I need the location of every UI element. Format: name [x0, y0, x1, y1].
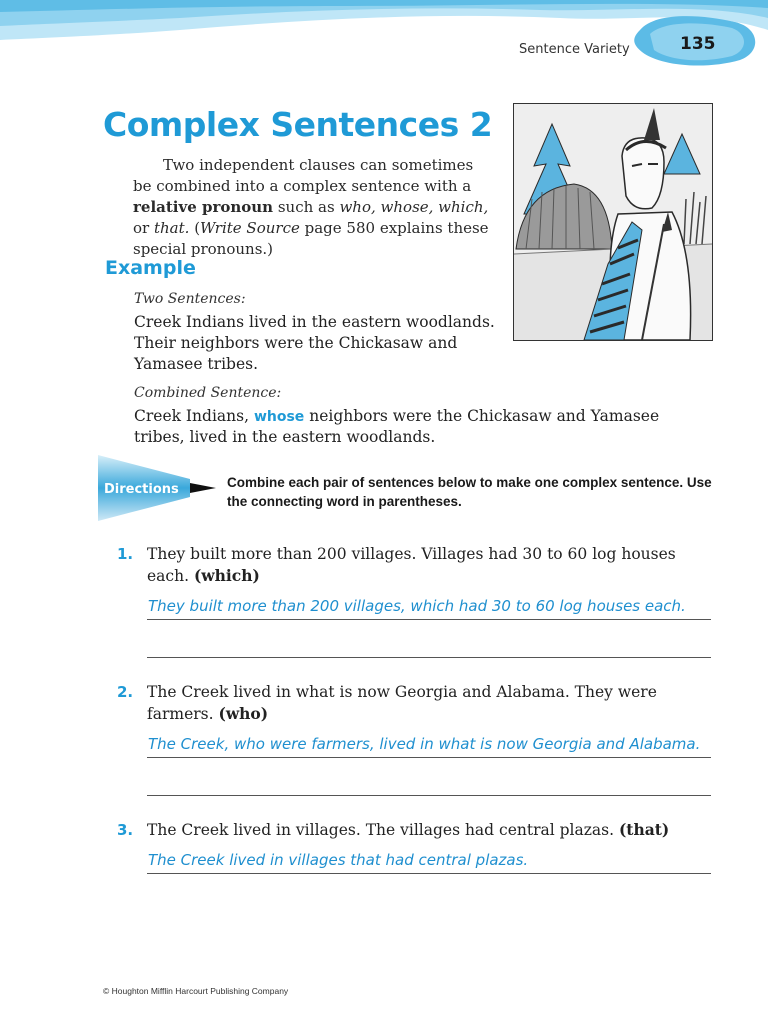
copyright-footer: © Houghton Mifflin Harcourt Publishing Company: [103, 986, 289, 996]
question-text: farmers.: [147, 705, 219, 723]
combined-sentence-label: Combined Sentence:: [134, 385, 282, 401]
page-number: 135: [680, 34, 716, 54]
two-sentences-label: Two Sentences:: [134, 291, 246, 307]
question-3-line-1: [147, 819, 669, 841]
answer-line: [147, 657, 711, 658]
question-2-line-1: The Creek lived in what is now Georgia and Alabama. They were: [147, 683, 657, 701]
intro-text: (: [189, 219, 201, 237]
answer-2: The Creek, who were farmers, lived in what is now Georgia and Alabama.: [148, 735, 701, 753]
question-text: each.: [147, 567, 194, 585]
answer-3: The Creek lived in villages that had central plazas.: [148, 851, 529, 869]
two-sentences-line-3: Yamasee tribes.: [134, 355, 259, 373]
answer-line: [147, 795, 711, 796]
intro-bold-term: relative pronoun: [133, 198, 274, 216]
connecting-word: (who): [218, 704, 269, 723]
question-number: 2.: [117, 683, 134, 701]
combined-text: neighbors were the Chickasaw and Yamasee: [304, 407, 660, 425]
question-2-line-2: [147, 703, 268, 725]
answer-line: [147, 873, 711, 874]
page-title: Complex Sentences 2: [103, 105, 493, 144]
combined-relative-pronoun: whose: [253, 409, 305, 425]
intro-text: such as: [273, 198, 340, 216]
two-sentences-line-2: Their neighbors were the Chickasaw and: [134, 334, 458, 352]
answer-1: They built more than 200 villages, which had 30 to 60 log houses each.: [148, 597, 686, 615]
top-wave-decoration: [0, 0, 768, 70]
connecting-word: (which): [193, 566, 260, 585]
intro-text: page 580 explains these special pronouns.): [133, 219, 489, 258]
combined-sentence-line-1: [134, 406, 659, 428]
section-name: Sentence Variety: [519, 42, 630, 57]
question-text: The Creek lived in villages. The villages had central plazas.: [147, 821, 619, 839]
directions-label: Directions: [104, 482, 179, 497]
question-1-line-1: They built more than 200 villages. Villages had 30 to 60 log houses: [147, 545, 676, 563]
intro-text: or: [133, 219, 154, 237]
intro-paragraph: [133, 155, 495, 260]
connecting-word: (that): [618, 820, 670, 839]
combined-sentence-line-2: tribes, lived in the eastern woodlands.: [134, 428, 436, 446]
question-number: 1.: [117, 545, 134, 563]
directions-badge: [98, 455, 218, 521]
creek-indian-illustration: [513, 103, 713, 341]
example-heading: Example: [105, 257, 196, 279]
question-number: 3.: [117, 821, 134, 839]
intro-italic-source: Write Source: [200, 219, 300, 237]
two-sentences-line-1: Creek Indians lived in the eastern woodlands.: [134, 313, 495, 331]
intro-italic-that: that.: [153, 219, 190, 237]
intro-text: Two independent clauses can sometimes be combined into a complex sentence with a: [133, 156, 474, 195]
answer-line: [147, 619, 711, 620]
directions-text: Combine each pair of sentences below to make one complex sentence. Use the connecting word in parentheses.: [227, 475, 712, 509]
question-1-line-2: [147, 565, 260, 587]
combined-text: Creek Indians,: [134, 407, 254, 425]
intro-italic-words: who, whose, which,: [339, 198, 489, 216]
answer-line: [147, 757, 711, 758]
